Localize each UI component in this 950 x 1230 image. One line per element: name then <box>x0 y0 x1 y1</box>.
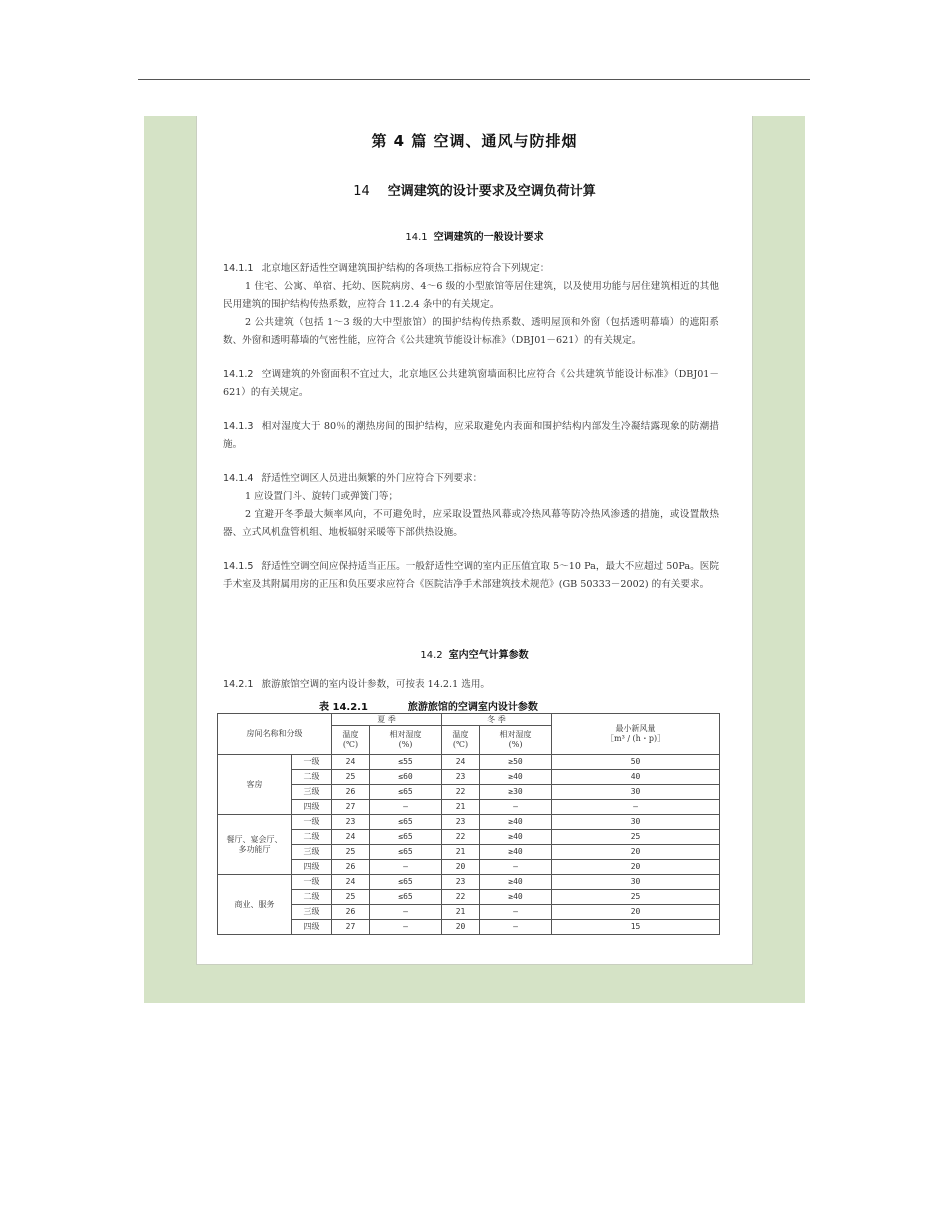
winter-temp-cell: 22 <box>442 890 480 905</box>
summer-temp-cell: 25 <box>332 890 370 905</box>
header-fresh-air: 最小新风量 ［m³ / (h・p)］ <box>552 714 720 755</box>
summer-rh-cell: ≤65 <box>370 815 442 830</box>
table-row <box>218 785 720 800</box>
clause-14-2-1: 14.2.1 旅游旅馆空调的室内设计参数，可按表 14.2.1 选用。 <box>223 679 491 690</box>
summer-temp-cell: 27 <box>332 800 370 815</box>
fresh-air-cell: 25 <box>552 890 720 905</box>
summer-rh-cell: ≤60 <box>370 770 442 785</box>
winter-rh-cell: — <box>480 920 552 935</box>
fresh-air-cell: 20 <box>552 860 720 875</box>
fresh-air-cell: 30 <box>552 785 720 800</box>
winter-temp-cell: 23 <box>442 875 480 890</box>
section-title-14-2 <box>197 646 752 661</box>
room-type: 商业、服务 <box>218 875 292 935</box>
clause-14-1-4-item-2: 2 宜避开冬季最大频率风向，不可避免时，应采取设置热风幕或冷热风幕等防冷热风渗透的措施，或设置散热器、立式风机盘管机组、地板辐射采暖等下部供热设施。 <box>223 509 719 538</box>
header-room: 房间名称和分级 <box>218 714 332 755</box>
winter-rh-cell: ≥40 <box>480 770 552 785</box>
winter-temp-cell: 22 <box>442 830 480 845</box>
fresh-air-cell: — <box>552 800 720 815</box>
table-row <box>218 815 720 830</box>
summer-rh-cell: ≤65 <box>370 890 442 905</box>
clause-14-1-1-item-2: 2 公共建筑（包括 1～3 级的大中型旅馆）的围护结构传热系数、透明屋顶和外窗（包括透明幕墙）的遮阳系数、外窗和透明幕墙的气密性能，应符合《公共建筑节能设计标准》（DBJ01－621）的有关规定。 <box>223 317 719 346</box>
room-type: 餐厅、宴会厅、多功能厅 <box>218 815 292 875</box>
summer-temp-cell: 27 <box>332 920 370 935</box>
clause-14-1-1: 14.1.1 北京地区舒适性空调建筑围护结构的各项热工指标应符合下列规定： <box>223 263 550 274</box>
summer-rh-cell: ≤65 <box>370 830 442 845</box>
part-title: 第 4 篇 空调、通风与防排烟 <box>371 132 578 150</box>
clause-14-1-4: 14.1.4 舒适性空调区人员进出频繁的外门应符合下列要求： <box>223 473 483 484</box>
clause-14-1-1-item-1: 1 住宅、公寓、单宿、托幼、医院病房、4～6 级的小型旅馆等居住建筑，以及使用功能与居住建筑相近的其他民用建筑的围护结构传热系数，应符合 11.2.4 条中的有关规定。 <box>223 281 719 310</box>
section-heading: 室内空气计算参数 <box>448 650 529 661</box>
summer-rh-cell: — <box>370 800 442 815</box>
winter-temp-cell: 20 <box>442 920 480 935</box>
chapter-number: 14 <box>353 184 370 199</box>
winter-temp-cell: 22 <box>442 785 480 800</box>
grade-cell: 三级 <box>292 845 332 860</box>
grade-cell: 四级 <box>292 920 332 935</box>
winter-rh-cell: ≥40 <box>480 845 552 860</box>
summer-rh-cell: — <box>370 860 442 875</box>
fresh-air-cell: 30 <box>552 875 720 890</box>
section-heading: 空调建筑的一般设计要求 <box>433 232 544 243</box>
section-number: 14.2 <box>420 650 443 661</box>
winter-rh-cell: ≥50 <box>480 755 552 770</box>
section-14-1-body <box>223 260 719 594</box>
winter-rh-cell: ≥40 <box>480 830 552 845</box>
summer-temp-cell: 26 <box>332 785 370 800</box>
winter-rh-cell: — <box>480 860 552 875</box>
grade-cell: 一级 <box>292 755 332 770</box>
table-row <box>218 845 720 860</box>
section-title-14-1 <box>197 228 752 243</box>
winter-rh-cell: — <box>480 800 552 815</box>
header-summer: 夏 季 <box>332 714 442 726</box>
header-summer-temp: 温度 (℃) <box>332 726 370 755</box>
table-row <box>218 890 720 905</box>
summer-temp-cell: 24 <box>332 830 370 845</box>
summer-rh-cell: ≤65 <box>370 785 442 800</box>
fresh-air-cell: 40 <box>552 770 720 785</box>
fresh-air-cell: 20 <box>552 845 720 860</box>
winter-temp-cell: 21 <box>442 800 480 815</box>
grade-cell: 四级 <box>292 800 332 815</box>
header-winter: 冬 季 <box>442 714 552 726</box>
clause-14-1-4-item-1: 1 应设置门斗、旋转门或弹簧门等； <box>245 491 399 502</box>
summer-rh-cell: ≤65 <box>370 845 442 860</box>
summer-rh-cell: ≤55 <box>370 755 442 770</box>
winter-rh-cell: — <box>480 905 552 920</box>
table-row <box>218 860 720 875</box>
table-row <box>218 875 720 890</box>
table-row <box>218 920 720 935</box>
clause-14-1-5: 14.1.5 舒适性空调空间应保持适当正压。一般舒适性空调的室内正压值宜取 5～10 Pa，最大不应超过 50Pa。医院手术室及其附属用房的正压和负压要求应符合《医院洁净手术部建筑技术规范》(GB 50333－2002) 的有关要求。 <box>223 561 719 590</box>
summer-temp-cell: 25 <box>332 770 370 785</box>
table-row <box>218 770 720 785</box>
chapter-heading: 空调建筑的设计要求及空调负荷计算 <box>387 184 596 199</box>
winter-rh-cell: ≥40 <box>480 875 552 890</box>
grade-cell: 三级 <box>292 905 332 920</box>
winter-rh-cell: ≥40 <box>480 815 552 830</box>
design-parameters-table <box>217 713 720 935</box>
grade-cell: 二级 <box>292 890 332 905</box>
fresh-air-cell: 30 <box>552 815 720 830</box>
header-rule <box>138 79 810 80</box>
table-number: 表 14.2.1 <box>319 702 368 713</box>
grade-cell: 二级 <box>292 830 332 845</box>
winter-temp-cell: 23 <box>442 815 480 830</box>
fresh-air-cell: 15 <box>552 920 720 935</box>
section-number: 14.1 <box>405 232 428 243</box>
grade-cell: 三级 <box>292 785 332 800</box>
summer-temp-cell: 26 <box>332 860 370 875</box>
grade-cell: 一级 <box>292 875 332 890</box>
winter-temp-cell: 24 <box>442 755 480 770</box>
summer-rh-cell: ≤65 <box>370 875 442 890</box>
table-row <box>218 905 720 920</box>
winter-temp-cell: 21 <box>442 905 480 920</box>
table-row <box>218 830 720 845</box>
summer-temp-cell: 24 <box>332 755 370 770</box>
summer-temp-cell: 26 <box>332 905 370 920</box>
table-row <box>218 755 720 770</box>
winter-temp-cell: 20 <box>442 860 480 875</box>
clause-14-1-2: 14.1.2 空调建筑的外窗面积不宜过大，北京地区公共建筑窗墙面积比应符合《公共建筑节能设计标准》（DBJ01－621）的有关规定。 <box>223 369 719 398</box>
table-caption <box>319 698 699 713</box>
winter-rh-cell: ≥40 <box>480 890 552 905</box>
summer-rh-cell: — <box>370 920 442 935</box>
header-summer-rh: 相对湿度 (%) <box>370 726 442 755</box>
chapter-title <box>197 180 752 199</box>
winter-temp-cell: 23 <box>442 770 480 785</box>
scanned-page <box>196 116 753 965</box>
fresh-air-cell: 20 <box>552 905 720 920</box>
summer-temp-cell: 25 <box>332 845 370 860</box>
table-row <box>218 800 720 815</box>
winter-temp-cell: 21 <box>442 845 480 860</box>
grade-cell: 四级 <box>292 860 332 875</box>
summer-rh-cell: — <box>370 905 442 920</box>
grade-cell: 二级 <box>292 770 332 785</box>
fresh-air-cell: 25 <box>552 830 720 845</box>
header-winter-rh: 相对湿度 (%) <box>480 726 552 755</box>
fresh-air-cell: 50 <box>552 755 720 770</box>
summer-temp-cell: 24 <box>332 875 370 890</box>
table-body <box>218 755 720 935</box>
header-winter-temp: 温度 (℃) <box>442 726 480 755</box>
room-type: 客房 <box>218 755 292 815</box>
table-title: 旅游旅馆的空调室内设计参数 <box>407 702 538 713</box>
winter-rh-cell: ≥30 <box>480 785 552 800</box>
summer-temp-cell: 23 <box>332 815 370 830</box>
grade-cell: 一级 <box>292 815 332 830</box>
section-14-2-body <box>223 676 719 694</box>
clause-14-1-3: 14.1.3 相对湿度大于 80％的潮热房间的围护结构，应采取避免内表面和围护结构内部发生冷凝结露现象的防潮措施。 <box>223 421 719 450</box>
